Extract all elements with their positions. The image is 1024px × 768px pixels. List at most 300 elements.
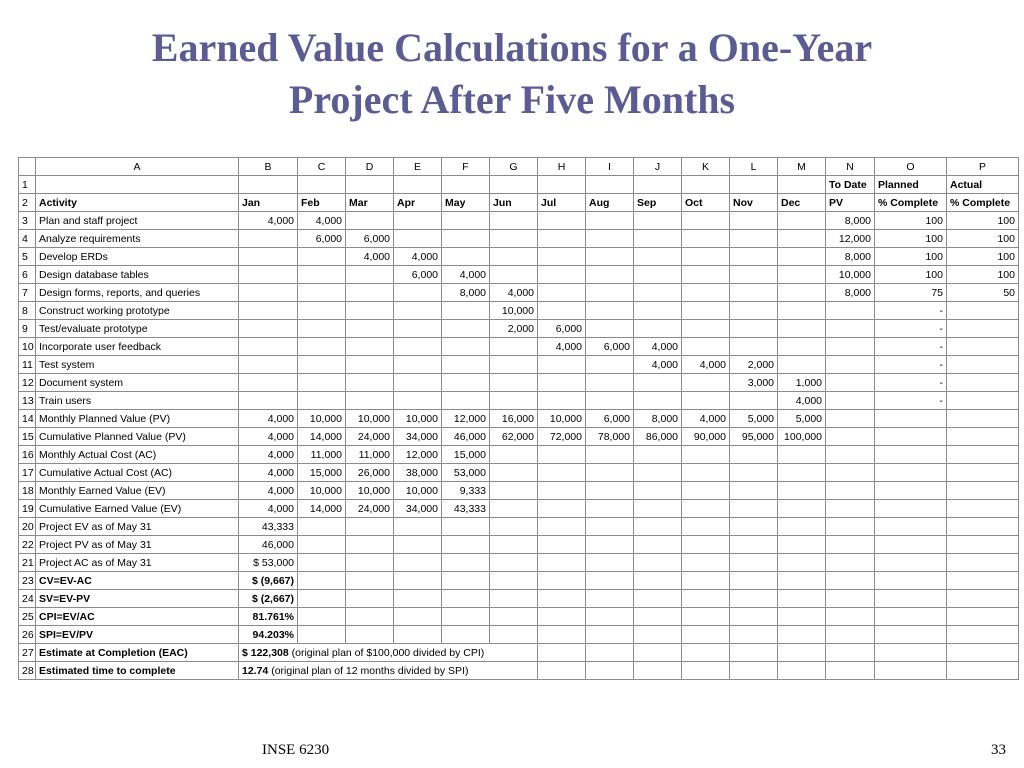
cell-f: 15,000	[442, 446, 490, 464]
cell-o	[875, 446, 947, 464]
cell-l	[730, 176, 778, 194]
cell-f: 46,000	[442, 428, 490, 446]
cell-b: 43,333	[239, 518, 298, 536]
cell-c: Feb	[298, 194, 346, 212]
cell-k	[682, 464, 730, 482]
cell-e	[394, 320, 442, 338]
cell-e: 6,000	[394, 266, 442, 284]
cell-e	[394, 338, 442, 356]
empty-cell	[875, 644, 947, 662]
cell-o: -	[875, 356, 947, 374]
cell-f: 8,000	[442, 284, 490, 302]
cell-h	[538, 266, 586, 284]
empty-cell	[730, 662, 778, 680]
column-header-row	[19, 158, 1019, 176]
cell-h	[538, 248, 586, 266]
cell-b	[239, 374, 298, 392]
cell-c	[298, 338, 346, 356]
cell-note: (original plan of $100,000 divided by CPI)	[291, 646, 485, 659]
cell-l	[730, 446, 778, 464]
cell-k	[682, 500, 730, 518]
cell-p: 50	[947, 284, 1019, 302]
cell-j	[634, 176, 682, 194]
cell-o	[875, 428, 947, 446]
cell-j: Sep	[634, 194, 682, 212]
empty-cell	[778, 662, 826, 680]
cell-f: 12,000	[442, 410, 490, 428]
cell-k	[682, 284, 730, 302]
cell-i: 6,000	[586, 410, 634, 428]
cell-b: 4,000	[239, 482, 298, 500]
column-header-n: N	[826, 158, 875, 176]
cell-f	[442, 608, 490, 626]
cell-g	[490, 392, 538, 410]
cell-d: 24,000	[346, 428, 394, 446]
row-number: 15	[19, 428, 36, 446]
cell-k	[682, 266, 730, 284]
table-row	[19, 266, 1019, 284]
cell-label: Cumulative Planned Value (PV)	[36, 428, 239, 446]
cell-label: SV=EV-PV	[36, 590, 239, 608]
cell-m	[778, 608, 826, 626]
cell-c: 4,000	[298, 212, 346, 230]
cell-h	[538, 212, 586, 230]
cell-e: 38,000	[394, 464, 442, 482]
cell-i	[586, 572, 634, 590]
cell-j	[634, 374, 682, 392]
cell-p	[947, 482, 1019, 500]
cell-g	[490, 464, 538, 482]
cell-value: 12.74	[242, 664, 269, 677]
cell-label: Estimate at Completion (EAC)	[36, 644, 239, 662]
cell-b: $ 53,000	[239, 554, 298, 572]
cell-b: 4,000	[239, 464, 298, 482]
cell-n	[826, 626, 875, 644]
cell-label: Incorporate user feedback	[36, 338, 239, 356]
empty-cell	[634, 662, 682, 680]
cell-i	[586, 230, 634, 248]
cell-b	[239, 320, 298, 338]
cell-j	[634, 536, 682, 554]
cell-l: 5,000	[730, 410, 778, 428]
cell-d: 6,000	[346, 230, 394, 248]
empty-cell	[586, 662, 634, 680]
cell-h	[538, 518, 586, 536]
cell-n: 8,000	[826, 284, 875, 302]
cell-n	[826, 338, 875, 356]
cell-h	[538, 176, 586, 194]
cell-k	[682, 212, 730, 230]
cell-o	[875, 590, 947, 608]
cell-i: 78,000	[586, 428, 634, 446]
cell-o	[875, 608, 947, 626]
cell-h: 10,000	[538, 410, 586, 428]
row-number: 20	[19, 518, 36, 536]
cell-d	[346, 374, 394, 392]
cell-o	[875, 410, 947, 428]
cell-k	[682, 518, 730, 536]
cell-e	[394, 212, 442, 230]
cell-c	[298, 284, 346, 302]
cell-e	[394, 284, 442, 302]
column-header-e: E	[394, 158, 442, 176]
cell-m	[778, 338, 826, 356]
cell-i	[586, 536, 634, 554]
cell-h	[538, 536, 586, 554]
empty-cell	[826, 662, 875, 680]
cell-label: Project AC as of May 31	[36, 554, 239, 572]
table-row	[19, 212, 1019, 230]
cell-g	[490, 536, 538, 554]
cell-p	[947, 410, 1019, 428]
cell-label: SPI=EV/PV	[36, 626, 239, 644]
cell-m	[778, 482, 826, 500]
cell-p: 100	[947, 230, 1019, 248]
cell-p	[947, 590, 1019, 608]
table-row	[19, 518, 1019, 536]
cell-l	[730, 554, 778, 572]
cell-g: 10,000	[490, 302, 538, 320]
cell-l	[730, 590, 778, 608]
table-row	[19, 374, 1019, 392]
cell-i	[586, 608, 634, 626]
corner-cell	[19, 158, 36, 176]
cell-f	[442, 302, 490, 320]
row-number: 16	[19, 446, 36, 464]
cell-label	[36, 176, 239, 194]
cell-h	[538, 608, 586, 626]
row-number: 14	[19, 410, 36, 428]
cell-label: Monthly Earned Value (EV)	[36, 482, 239, 500]
cell-label: Plan and staff project	[36, 212, 239, 230]
cell-n: 8,000	[826, 248, 875, 266]
cell-g: 16,000	[490, 410, 538, 428]
table-row	[19, 410, 1019, 428]
table-row	[19, 662, 1019, 680]
cell-n	[826, 608, 875, 626]
table-row	[19, 320, 1019, 338]
cell-f	[442, 356, 490, 374]
cell-c	[298, 176, 346, 194]
row-number: 27	[19, 644, 36, 662]
cell-label: Develop ERDs	[36, 248, 239, 266]
cell-m	[778, 320, 826, 338]
row-number: 24	[19, 590, 36, 608]
cell-o: -	[875, 302, 947, 320]
cell-n	[826, 482, 875, 500]
cell-value: $ 122,308	[242, 646, 289, 659]
cell-o: 100	[875, 230, 947, 248]
cell-g	[490, 266, 538, 284]
cell-d	[346, 590, 394, 608]
cell-p: 100	[947, 266, 1019, 284]
empty-cell	[682, 644, 730, 662]
cell-g	[490, 572, 538, 590]
cell-h	[538, 302, 586, 320]
cell-label: Activity	[36, 194, 239, 212]
cell-m	[778, 464, 826, 482]
cell-l	[730, 464, 778, 482]
column-header-b: B	[239, 158, 298, 176]
cell-o: -	[875, 392, 947, 410]
course-code: INSE 6230	[262, 742, 330, 758]
cell-label: Project EV as of May 31	[36, 518, 239, 536]
column-header-j: J	[634, 158, 682, 176]
cell-m	[778, 572, 826, 590]
cell-m	[778, 176, 826, 194]
cell-l	[730, 500, 778, 518]
cell-j	[634, 518, 682, 536]
table-row	[19, 176, 1019, 194]
column-header-d: D	[346, 158, 394, 176]
cell-l	[730, 338, 778, 356]
table-row	[19, 446, 1019, 464]
cell-n: 8,000	[826, 212, 875, 230]
cell-f	[442, 230, 490, 248]
column-header-o: O	[875, 158, 947, 176]
cell-n: 10,000	[826, 266, 875, 284]
cell-h	[538, 392, 586, 410]
cell-j: 8,000	[634, 410, 682, 428]
cell-d: 24,000	[346, 500, 394, 518]
cell-label: Cumulative Actual Cost (AC)	[36, 464, 239, 482]
cell-d	[346, 302, 394, 320]
row-number: 18	[19, 482, 36, 500]
row-number: 2	[19, 194, 36, 212]
cell-p: 100	[947, 212, 1019, 230]
cell-n: To Date	[826, 176, 875, 194]
cell-e: 12,000	[394, 446, 442, 464]
cell-e	[394, 302, 442, 320]
cell-b	[239, 176, 298, 194]
cell-l: Nov	[730, 194, 778, 212]
cell-h	[538, 626, 586, 644]
cell-o: 100	[875, 266, 947, 284]
table-row	[19, 356, 1019, 374]
empty-cell	[730, 644, 778, 662]
cell-n: PV	[826, 194, 875, 212]
cell-b	[239, 284, 298, 302]
column-header-a: A	[36, 158, 239, 176]
cell-b	[239, 338, 298, 356]
cell-f: May	[442, 194, 490, 212]
cell-d	[346, 536, 394, 554]
cell-o: 100	[875, 248, 947, 266]
cell-c	[298, 626, 346, 644]
cell-p	[947, 356, 1019, 374]
cell-m	[778, 230, 826, 248]
cell-p	[947, 392, 1019, 410]
cell-d	[346, 518, 394, 536]
cell-e	[394, 518, 442, 536]
cell-b	[239, 392, 298, 410]
cell-p	[947, 500, 1019, 518]
cell-k: 4,000	[682, 356, 730, 374]
cell-d	[346, 356, 394, 374]
cell-o	[875, 482, 947, 500]
row-number: 21	[19, 554, 36, 572]
cell-o: % Complete	[875, 194, 947, 212]
empty-cell	[778, 644, 826, 662]
cell-m: 100,000	[778, 428, 826, 446]
cell-e	[394, 608, 442, 626]
cell-h	[538, 284, 586, 302]
cell-e	[394, 176, 442, 194]
cell-e	[394, 356, 442, 374]
cell-d	[346, 572, 394, 590]
table-row	[19, 482, 1019, 500]
empty-cell	[682, 662, 730, 680]
cell-l	[730, 302, 778, 320]
cell-m	[778, 518, 826, 536]
cell-i: 6,000	[586, 338, 634, 356]
column-header-l: L	[730, 158, 778, 176]
table-row	[19, 428, 1019, 446]
row-number: 26	[19, 626, 36, 644]
cell-g	[490, 554, 538, 572]
cell-label: Estimated time to complete	[36, 662, 239, 680]
table-row	[19, 392, 1019, 410]
cell-value-with-note	[239, 662, 538, 680]
cell-j	[634, 266, 682, 284]
cell-d	[346, 266, 394, 284]
cell-o: 100	[875, 212, 947, 230]
cell-o	[875, 518, 947, 536]
cell-h	[538, 230, 586, 248]
cell-g	[490, 230, 538, 248]
cell-label: Analyze requirements	[36, 230, 239, 248]
cell-e: 34,000	[394, 500, 442, 518]
cell-e	[394, 536, 442, 554]
table-row	[19, 644, 1019, 662]
cell-p	[947, 428, 1019, 446]
cell-k	[682, 590, 730, 608]
cell-i	[586, 248, 634, 266]
cell-n	[826, 572, 875, 590]
cell-k	[682, 374, 730, 392]
cell-m	[778, 212, 826, 230]
row-number: 7	[19, 284, 36, 302]
cell-o	[875, 626, 947, 644]
cell-e	[394, 392, 442, 410]
cell-f	[442, 626, 490, 644]
cell-f	[442, 248, 490, 266]
cell-label: Document system	[36, 374, 239, 392]
cell-j	[634, 464, 682, 482]
column-header-m: M	[778, 158, 826, 176]
column-header-k: K	[682, 158, 730, 176]
cell-d: 11,000	[346, 446, 394, 464]
cell-f	[442, 572, 490, 590]
cell-c	[298, 302, 346, 320]
cell-e	[394, 554, 442, 572]
cell-label: Cumulative Earned Value (EV)	[36, 500, 239, 518]
cell-n	[826, 464, 875, 482]
row-number: 12	[19, 374, 36, 392]
cell-f: 9,333	[442, 482, 490, 500]
cell-g: 4,000	[490, 284, 538, 302]
column-header-p: P	[947, 158, 1019, 176]
cell-b: 4,000	[239, 446, 298, 464]
slide-title	[0, 22, 1024, 126]
cell-b: 4,000	[239, 212, 298, 230]
cell-j	[634, 212, 682, 230]
cell-e: 34,000	[394, 428, 442, 446]
cell-n	[826, 590, 875, 608]
cell-d	[346, 392, 394, 410]
cell-m: 1,000	[778, 374, 826, 392]
cell-label: Monthly Actual Cost (AC)	[36, 446, 239, 464]
cell-n	[826, 554, 875, 572]
cell-j: 4,000	[634, 356, 682, 374]
row-number: 6	[19, 266, 36, 284]
cell-p	[947, 608, 1019, 626]
cell-b: $ (9,667)	[239, 572, 298, 590]
cell-n: 12,000	[826, 230, 875, 248]
cell-j	[634, 500, 682, 518]
empty-cell	[634, 644, 682, 662]
cell-c: 15,000	[298, 464, 346, 482]
table-row	[19, 572, 1019, 590]
cell-m	[778, 248, 826, 266]
cell-i	[586, 500, 634, 518]
cell-d	[346, 284, 394, 302]
cell-m	[778, 446, 826, 464]
cell-l	[730, 536, 778, 554]
row-number: 4	[19, 230, 36, 248]
row-number: 28	[19, 662, 36, 680]
cell-k	[682, 302, 730, 320]
cell-j	[634, 248, 682, 266]
cell-f	[442, 518, 490, 536]
cell-b	[239, 302, 298, 320]
cell-l	[730, 248, 778, 266]
cell-n	[826, 320, 875, 338]
table-row	[19, 248, 1019, 266]
cell-h	[538, 356, 586, 374]
cell-i	[586, 392, 634, 410]
row-number: 9	[19, 320, 36, 338]
cell-p	[947, 338, 1019, 356]
cell-g	[490, 338, 538, 356]
cell-p	[947, 374, 1019, 392]
cell-f	[442, 320, 490, 338]
cell-label: CPI=EV/AC	[36, 608, 239, 626]
cell-l	[730, 266, 778, 284]
cell-m: 5,000	[778, 410, 826, 428]
cell-c: 10,000	[298, 482, 346, 500]
cell-f: 53,000	[442, 464, 490, 482]
cell-i	[586, 446, 634, 464]
table-row	[19, 500, 1019, 518]
cell-m	[778, 590, 826, 608]
cell-f	[442, 212, 490, 230]
cell-p: Actual	[947, 176, 1019, 194]
cell-d	[346, 212, 394, 230]
cell-i	[586, 374, 634, 392]
empty-cell	[875, 662, 947, 680]
cell-p: 100	[947, 248, 1019, 266]
cell-c: 14,000	[298, 500, 346, 518]
cell-i	[586, 482, 634, 500]
cell-h: 4,000	[538, 338, 586, 356]
cell-d: Mar	[346, 194, 394, 212]
cell-g	[490, 500, 538, 518]
empty-cell	[538, 662, 586, 680]
cell-c: 10,000	[298, 410, 346, 428]
cell-c	[298, 356, 346, 374]
cell-m	[778, 356, 826, 374]
